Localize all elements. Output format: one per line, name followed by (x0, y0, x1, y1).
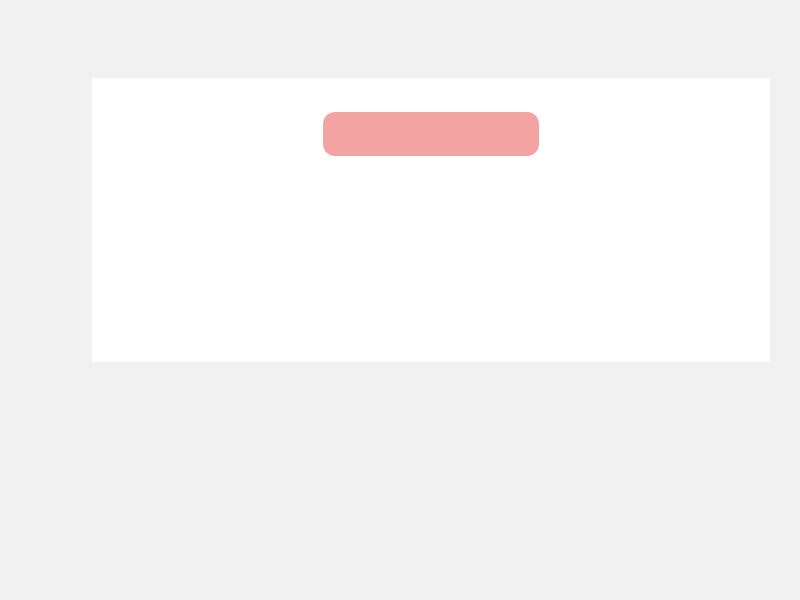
modified-base-highlight (323, 112, 539, 156)
ber-diagram (92, 78, 770, 362)
dna-helix-decoration (0, 0, 70, 600)
